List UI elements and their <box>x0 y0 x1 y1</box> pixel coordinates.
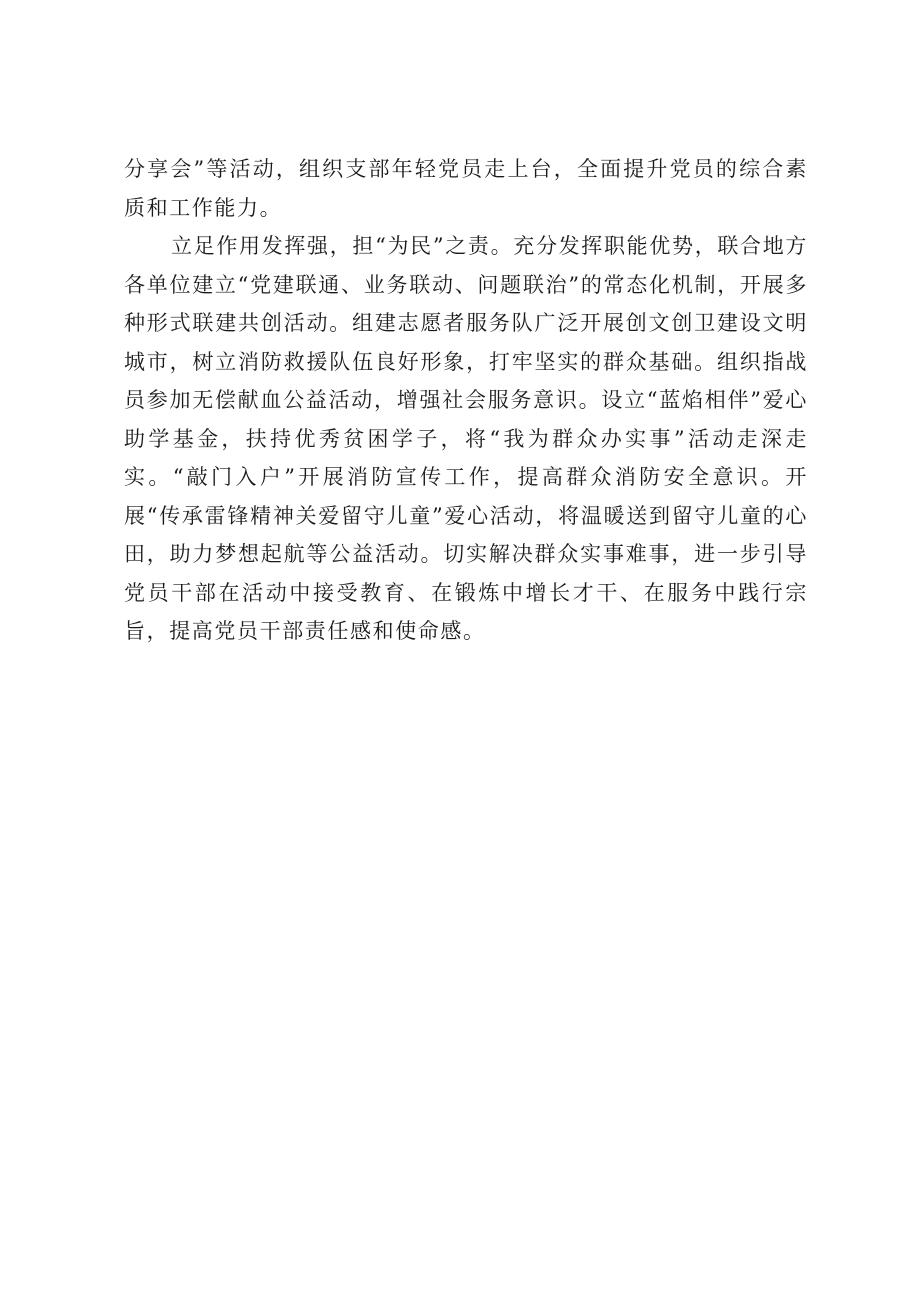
document-body <box>124 150 808 651</box>
paragraph-serve-people: 立足作用发挥强，担“为民”之责。充分发挥职能优势，联合地方各单位建立“党建联通、业务联动、问题联治”的常态化机制，开展多种形式联建共创活动。组建志愿者服务队广泛开展创文创卫建设文明城市，树立消防救援队伍良好形象，打牢坚实的群众基础。组织指战员参加无偿献血公益活动，增强社会服务意识。设立“蓝焰相伴”爱心助学基金，扶持优秀贫困学子，将“我为群众办实事”活动走深走实。“敲门入户”开展消防宣传工作，提高群众消防安全意识。开展“传承雷锋精神关爱留守儿童”爱心活动，将温暖送到留守儿童的心田，助力梦想起航等公益活动。切实解决群众实事难事，进一步引导党员干部在活动中接受教育、在锻炼中增长才干、在服务中践行宗旨，提高党员干部责任感和使命感。 <box>124 234 808 643</box>
paragraph-continuation: 分享会”等活动，组织支部年轻党员走上台，全面提升党员的综合素质和工作能力。 <box>124 157 808 220</box>
